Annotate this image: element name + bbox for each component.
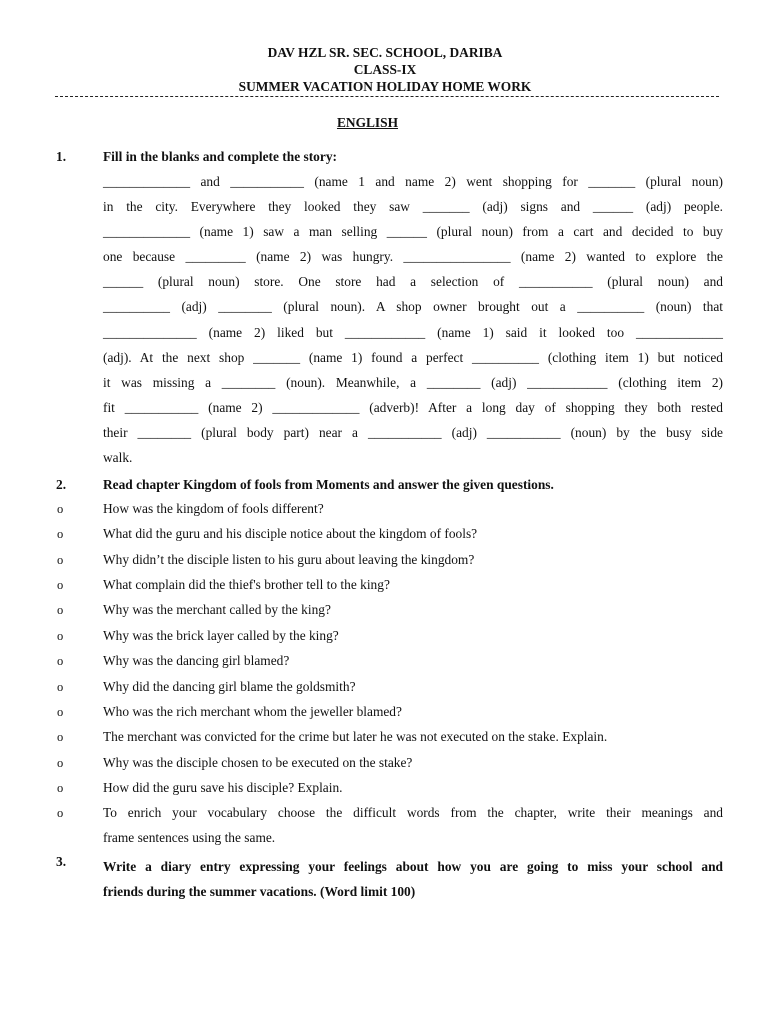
question-item: Why was the disciple chosen to be executed on the stake? <box>103 755 413 770</box>
document-title: SUMMER VACATION HOLIDAY HOME WORK <box>238 79 532 94</box>
story-line: __________ (adj) ________ (plural noun). A shop owner brought out a __________ (noun) that <box>103 299 723 315</box>
bullet-marker: o <box>57 629 64 643</box>
question-item: What complain did the thief's brother tell to the king? <box>103 577 390 592</box>
story-line: fit ___________ (name 2) _____________ (adverb)! After a long day of shopping they both rested <box>103 399 723 415</box>
story-line: their ________ (plural body part) near a ___________ (adj) ___________ (noun) by the busy side <box>103 424 723 440</box>
bullet-marker: o <box>57 730 64 744</box>
question-item: How did the guru save his disciple? Explain. <box>103 780 343 795</box>
story-line: walk. <box>103 450 133 466</box>
question-item: What did the guru and his disciple notice about the kingdom of fools? <box>103 526 478 541</box>
bullet-marker: o <box>57 756 64 770</box>
section-3-title <box>103 854 723 905</box>
bullet-marker: o <box>57 553 64 567</box>
bullet-marker: o <box>57 654 64 668</box>
question-item: Who was the rich merchant whom the jeweller blamed? <box>103 704 402 719</box>
bullet-marker: o <box>57 781 64 795</box>
section-3-title-line: friends during the summer vacations. (Word limit 100) <box>103 884 416 900</box>
story-line: in the city. Everywhere they looked they saw _______ (adj) signs and ______ (adj) people. <box>103 199 723 215</box>
question-line: frame sentences using the same. <box>103 830 276 846</box>
story-line: (adj). At the next shop _______ (name 1) found a perfect __________ (clothing item 1) but noticed <box>103 349 723 365</box>
question-line: To enrich your vocabulary choose the difficult words from the chapter, write their meanings and <box>103 805 723 820</box>
bullet-marker: o <box>57 502 64 516</box>
subject-heading: ENGLISH <box>336 115 399 130</box>
bullet-marker: o <box>57 705 64 719</box>
section-3-number: 3. <box>56 854 67 869</box>
story-line: it was missing a ________ (noun). Meanwhile, a ________ (adj) ____________ (clothing item 2) <box>103 374 723 390</box>
story-line: one because _________ (name 2) was hungry. ________________ (name 2) wanted to explore the <box>103 249 723 265</box>
story-line: _____________ and ___________ (name 1 and name 2) went shopping for _______ (plural noun) <box>103 174 723 189</box>
bullet-marker: o <box>57 680 64 694</box>
question-item-vocabulary <box>103 800 723 851</box>
question-item: Why was the dancing girl blamed? <box>103 653 290 668</box>
bullet-marker: o <box>57 806 64 820</box>
section-1-number: 1. <box>56 149 67 164</box>
dashed-divider <box>55 96 719 97</box>
question-item: Why did the dancing girl blame the goldsmith? <box>103 679 356 694</box>
story-line: _____________ (name 1) saw a man selling ______ (plural noun) from a cart and decided to buy <box>103 224 723 240</box>
bullet-marker: o <box>57 603 64 617</box>
question-item: Why was the brick layer called by the king? <box>103 628 339 643</box>
bullet-marker: o <box>57 578 64 592</box>
question-item: How was the kingdom of fools different? <box>103 501 324 516</box>
section-2-number: 2. <box>56 477 67 492</box>
story-paragraph <box>103 169 723 470</box>
story-line: ______________ (name 2) liked but ____________ (name 1) said it looked too _____________ <box>103 324 723 340</box>
school-name: DAV HZL SR. SEC. SCHOOL, DARIBA <box>267 45 503 60</box>
story-line: ______ (plural noun) store. One store had a selection of ___________ (plural noun) and <box>103 274 723 290</box>
bullet-marker: o <box>57 527 64 541</box>
document-header <box>0 44 770 95</box>
section-1-title: Fill in the blanks and complete the story: <box>103 149 337 164</box>
question-item: Why was the merchant called by the king? <box>103 602 331 617</box>
class-name: CLASS-IX <box>353 62 417 77</box>
section-2-title: Read chapter Kingdom of fools from Moments and answer the given questions. <box>103 477 554 492</box>
question-item: The merchant was convicted for the crime but later he was not executed on the stake. Explain. <box>103 729 608 744</box>
section-3-title-line: Write a diary entry expressing your feelings about how you are going to miss your school and <box>103 859 723 874</box>
question-item: Why didn’t the disciple listen to his guru about leaving the kingdom? <box>103 552 475 567</box>
